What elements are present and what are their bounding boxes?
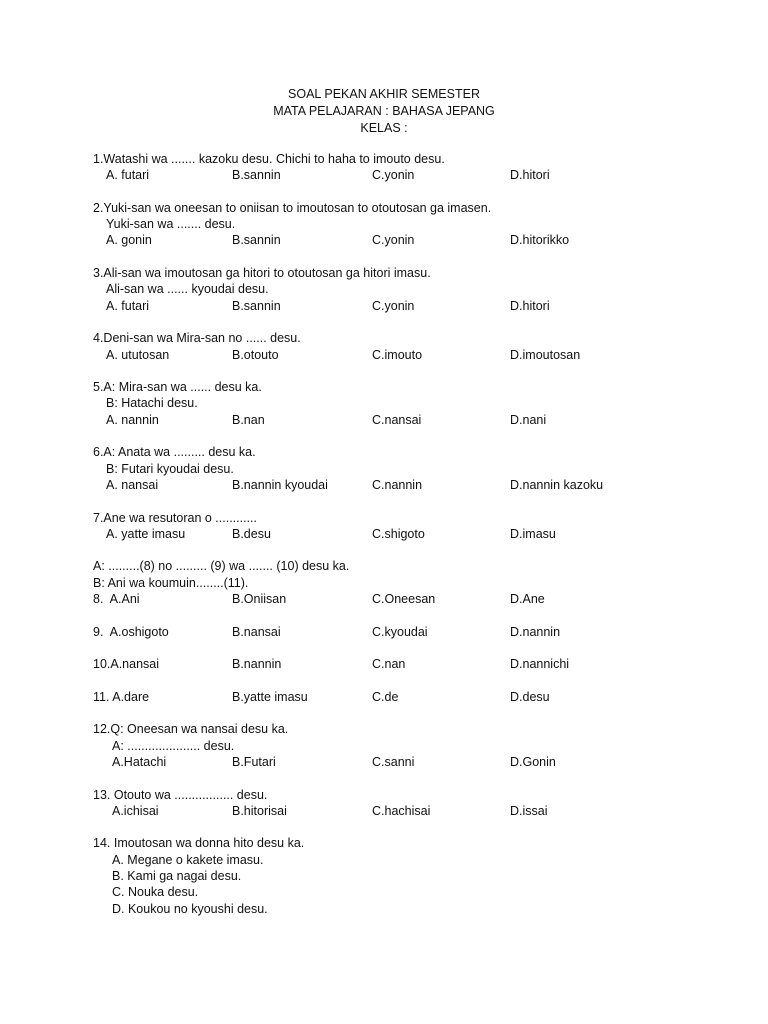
option-c: C.yonin <box>372 298 415 313</box>
option-d: D.nani <box>510 412 547 427</box>
question-1-options <box>93 167 693 183</box>
option-d: D.hitori <box>510 298 550 313</box>
question-5-stem-cont: B: Hatachi desu. <box>106 396 198 411</box>
question-9-options <box>93 624 693 640</box>
question-14-stem: 14. Imoutosan wa donna hito desu ka. <box>93 836 305 851</box>
option-d: D.Gonin <box>510 754 556 769</box>
question-14-option-b: B. Kami ga nagai desu. <box>112 869 242 884</box>
option-a: A. nannin <box>106 412 159 427</box>
question-14-option-d: D. Koukou no kyoushi desu. <box>112 901 268 916</box>
exam-header <box>0 86 768 137</box>
question-6-stem: 6.A: Anata wa ......... desu ka. <box>93 445 256 460</box>
question-8-options <box>93 591 693 607</box>
option-b: B.sannin <box>232 298 281 313</box>
option-d: D.desu <box>510 689 550 704</box>
option-b: B.nansai <box>232 624 281 639</box>
option-d: D.nannichi <box>510 657 570 672</box>
option-c: C.nansai <box>372 412 422 427</box>
question-6-options <box>93 477 693 493</box>
option-b: B.Futari <box>232 754 276 769</box>
option-a: 11. A.dare <box>93 689 150 704</box>
option-b: B.desu <box>232 526 271 541</box>
question-12-options <box>93 754 693 770</box>
option-c: C.hachisai <box>372 803 431 818</box>
option-b: B.nannin kyoudai <box>232 477 328 492</box>
option-c: C.shigoto <box>372 526 425 541</box>
option-d: D.hitorikko <box>510 233 570 248</box>
option-d: D.imasu <box>510 526 556 541</box>
option-a: A. futari <box>106 168 150 183</box>
option-b: B.sannin <box>232 168 281 183</box>
question-6-stem-cont: B: Futari kyoudai desu. <box>106 461 234 476</box>
question-7-stem: 7.Ane wa resutoran o ............ <box>93 510 257 525</box>
option-d: D.issai <box>510 803 548 818</box>
option-a: A.Hatachi <box>112 754 167 769</box>
option-b: B.yatte imasu <box>232 689 308 704</box>
question-7-options <box>93 526 693 542</box>
question-11-options <box>93 689 693 705</box>
dialog-line-b: B: Ani wa koumuin........(11). <box>93 575 249 590</box>
question-4-options <box>93 347 693 363</box>
question-12-stem: 12.Q: Oneesan wa nansai desu ka. <box>93 722 289 737</box>
option-b: B.nan <box>232 412 265 427</box>
exam-title: SOAL PEKAN AKHIR SEMESTER <box>288 87 480 101</box>
question-13-stem: 13. Otouto wa ................. desu. <box>93 787 268 802</box>
question-14-option-c: C. Nouka desu. <box>112 885 199 900</box>
option-b: B.sannin <box>232 233 281 248</box>
question-2-stem: 2.Yuki-san wa oneesan to oniisan to imoutosan to otoutosan ga imasen. <box>93 200 492 215</box>
option-a: 9. A.oshigoto <box>93 624 169 639</box>
option-c: C.de <box>372 689 399 704</box>
option-b: B.nannin <box>232 657 282 672</box>
option-d: D.Ane <box>510 592 545 607</box>
option-d: D.nannin kazoku <box>510 477 604 492</box>
option-a: 8. A.Ani <box>93 592 140 607</box>
option-a: A. futari <box>106 298 150 313</box>
option-a: A.ichisai <box>112 803 159 818</box>
question-2-options <box>93 232 693 248</box>
option-d: D.hitori <box>510 168 550 183</box>
class-line: KELAS : <box>360 121 408 135</box>
question-3-stem: 3.Ali-san wa imoutosan ga hitori to otoutosan ga hitori imasu. <box>93 266 431 281</box>
question-5-stem: 5.A: Mira-san wa ...... desu ka. <box>93 380 262 395</box>
option-a: A. nansai <box>106 477 159 492</box>
question-3-options <box>93 298 693 314</box>
question-list <box>93 151 693 917</box>
question-14-option-a: A. Megane o kakete imasu. <box>112 852 264 867</box>
option-b: B.hitorisai <box>232 803 287 818</box>
option-c: C.yonin <box>372 168 415 183</box>
option-d: D.nannin <box>510 624 561 639</box>
option-a: A. ututosan <box>106 347 170 362</box>
option-c: C.yonin <box>372 233 415 248</box>
question-5-options <box>93 412 693 428</box>
option-c: C.kyoudai <box>372 624 428 639</box>
question-4-stem: 4.Deni-san wa Mira-san no ...... desu. <box>93 331 301 346</box>
question-3-stem-cont: Ali-san wa ...... kyoudai desu. <box>106 282 269 297</box>
option-d: D.imoutosan <box>510 347 581 362</box>
option-a: A. yatte imasu <box>106 526 186 541</box>
option-c: C.nan <box>372 657 406 672</box>
option-c: C.Oneesan <box>372 592 436 607</box>
option-c: C.nannin <box>372 477 423 492</box>
option-b: B.Oniisan <box>232 592 287 607</box>
option-b: B.otouto <box>232 347 279 362</box>
question-1-stem: 1.Watashi wa ....... kazoku desu. Chichi to haha to imouto desu. <box>93 152 445 166</box>
question-2-stem-cont: Yuki-san wa ....... desu. <box>106 217 236 232</box>
option-a: 10.A.nansai <box>93 657 160 672</box>
question-10-options <box>93 656 693 672</box>
subject-line: MATA PELAJARAN : BAHASA JEPANG <box>273 104 495 118</box>
question-12-answer: A: ..................... desu. <box>112 738 235 753</box>
option-a: A. gonin <box>106 233 152 248</box>
question-13-options <box>93 803 693 819</box>
option-c: C.sanni <box>372 754 415 769</box>
dialog-line-a: A: .........(8) no ......... (9) wa ....... (10) desu ka. <box>93 559 350 574</box>
option-c: C.imouto <box>372 347 423 362</box>
